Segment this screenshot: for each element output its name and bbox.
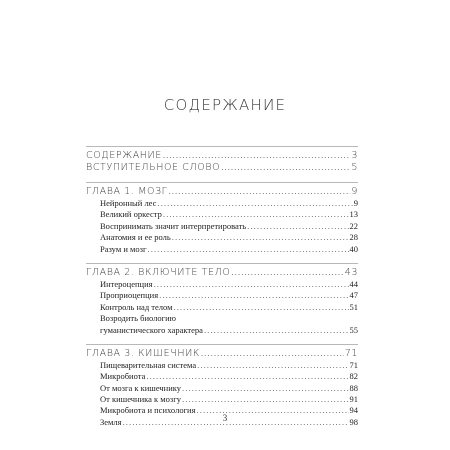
table-of-contents [86, 146, 358, 432]
page-number: 3 [222, 413, 228, 423]
toc-chapter-heading[interactable] [86, 186, 358, 198]
toc-chapter-heading[interactable] [86, 267, 358, 279]
dot-leader [159, 291, 348, 302]
entry-page: 91 [349, 394, 358, 405]
dot-leader [163, 152, 350, 160]
chapter-page: 71 [344, 347, 358, 359]
dot-leader [172, 233, 349, 244]
dot-leader [182, 395, 348, 406]
entry-title: Нейронный лес [100, 198, 157, 208]
entry-page: 44 [349, 278, 358, 289]
toc-entry-foreword[interactable] [86, 162, 358, 174]
entry-title: СОДЕРЖАНИЕ [86, 150, 162, 161]
toc-entry[interactable] [86, 221, 358, 232]
entry-title: ВСТУПИТЕЛЬНОЕ СЛОВО [86, 162, 221, 173]
entry-title: Микробиота и психология [100, 405, 196, 416]
toc-entry[interactable] [86, 383, 358, 394]
toc-entry[interactable] [86, 279, 358, 290]
toc-entry[interactable] [86, 209, 358, 220]
entry-page: 13 [349, 209, 358, 220]
chapter-2 [86, 263, 358, 336]
chapter-page: 43 [344, 266, 358, 278]
entry-page: 98 [349, 416, 358, 427]
entry-page: 40 [349, 243, 358, 254]
chapter-page: 9 [351, 186, 358, 197]
entry-page: 94 [349, 405, 358, 416]
dot-leader [221, 164, 350, 172]
page-title: СОДЕРЖАНИЕ [163, 96, 287, 114]
entry-title: Великий оркестр [100, 209, 162, 220]
divider [86, 182, 358, 183]
toc-entry[interactable] [86, 360, 358, 371]
toc-entry[interactable] [86, 371, 358, 382]
entry-title: Разум и мозг [100, 243, 147, 254]
entry-title: Земля [100, 416, 122, 427]
entry-page: 55 [349, 324, 358, 335]
entry-page: 5 [351, 162, 358, 173]
toc-entry[interactable] [86, 198, 358, 209]
dot-leader [201, 350, 344, 358]
dot-leader [169, 188, 351, 196]
dot-leader [154, 280, 349, 291]
dot-leader [173, 303, 348, 314]
toc-entry[interactable] [86, 290, 358, 301]
entry-page: 51 [349, 301, 358, 312]
entry-page: 88 [349, 382, 358, 393]
dot-leader [182, 384, 348, 395]
chapter-title: ГЛАВА 1. МОЗГ [86, 186, 168, 197]
entry-page: 9 [353, 198, 358, 208]
dot-leader [231, 269, 343, 277]
entry-title: Контроль над телом [100, 301, 173, 312]
entry-title: Анатомия и ее роль [100, 232, 171, 243]
entry-page: 47 [349, 290, 358, 301]
entry-title: Микробиота [100, 371, 146, 382]
entry-title: гуманистического характера [100, 324, 203, 335]
divider [86, 263, 358, 264]
chapter-title: ГЛАВА 2. ВКЛЮЧИТЕ ТЕЛО [86, 266, 231, 278]
entry-page: 28 [349, 232, 358, 243]
entry-title: От кишечника к мозгу [100, 394, 182, 405]
entry-title: Интероцепция [100, 278, 153, 289]
entry-page: 82 [349, 371, 358, 382]
chapter-1 [86, 182, 358, 255]
toc-entry-line1[interactable]: Возродить биологию [100, 313, 177, 324]
entry-title: Воспринимать значит интерпретировать [100, 220, 247, 231]
toc-entry[interactable] [86, 325, 358, 336]
toc-entry-contents[interactable] [86, 150, 358, 162]
entry-title: Проприоцепция [100, 290, 159, 301]
entry-title: Пищеварительная система [100, 359, 197, 370]
toc-entry[interactable] [86, 232, 358, 243]
divider [86, 146, 358, 147]
entry-page: 3 [351, 150, 358, 161]
dot-leader [204, 326, 349, 337]
dot-leader [247, 222, 348, 233]
entry-page: 22 [349, 220, 358, 231]
dot-leader [197, 361, 348, 372]
front-matter [86, 146, 358, 174]
toc-entry[interactable] [86, 244, 358, 255]
dot-leader [147, 245, 348, 256]
divider [86, 344, 358, 345]
toc-chapter-heading[interactable] [86, 348, 358, 360]
entry-title: От мозга к кишечнику [100, 382, 182, 393]
toc-entry[interactable] [86, 302, 358, 313]
dot-leader [157, 199, 352, 210]
entry-page: 71 [349, 359, 358, 370]
toc-entry[interactable] [86, 394, 358, 405]
chapter-title: ГЛАВА 3. КИШЕЧНИК [86, 347, 200, 359]
